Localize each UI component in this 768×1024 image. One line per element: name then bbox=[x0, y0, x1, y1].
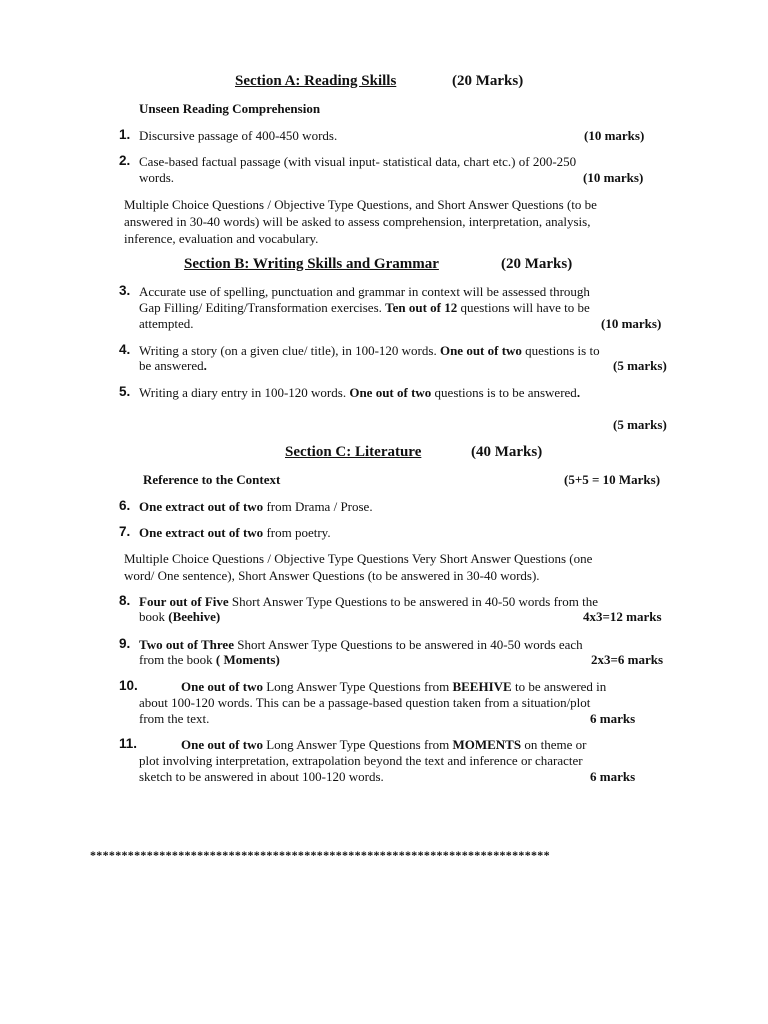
item-text: Accurate use of spelling, punctuation and grammar in context will be assessed through bbox=[139, 284, 590, 299]
section-c-note bbox=[124, 550, 592, 584]
item-text bbox=[139, 609, 220, 625]
section-b-title: Section B: Writing Skills and Grammar bbox=[184, 256, 439, 272]
item-text bbox=[139, 499, 373, 515]
emphasis: ( Moments) bbox=[215, 652, 280, 667]
text-run: Writing a story (on a given clue/ title), in 100-120 words. bbox=[139, 343, 440, 358]
item-text: Discursive passage of 400-450 words. bbox=[139, 128, 338, 143]
item-text bbox=[139, 594, 598, 610]
note-line: Multiple Choice Questions / Objective Type Questions, and Short Answer Questions (to be bbox=[124, 197, 597, 212]
item-number: 2. bbox=[119, 153, 131, 168]
item-text bbox=[139, 652, 280, 668]
item-marks: 6 marks bbox=[590, 711, 636, 726]
item-marks: (5 marks) bbox=[613, 417, 667, 432]
item-number: 4. bbox=[119, 342, 131, 357]
item-marks: 4x3=12 marks bbox=[583, 609, 662, 624]
item-number: 9. bbox=[119, 636, 131, 651]
item-number: 10. bbox=[119, 678, 138, 693]
emphasis: (Beehive) bbox=[168, 609, 221, 624]
item-number: 1. bbox=[119, 127, 131, 142]
emphasis: One out of two bbox=[349, 385, 432, 400]
item-text bbox=[139, 358, 207, 374]
emphasis: Two out of Three bbox=[139, 637, 234, 652]
item-number: 6. bbox=[119, 498, 131, 513]
item-marks: (5 marks) bbox=[613, 358, 667, 373]
text-run: from Drama / Prose. bbox=[263, 499, 373, 514]
section-c-heading bbox=[285, 444, 421, 461]
emphasis: One out of two bbox=[181, 737, 263, 752]
emphasis: One out of two bbox=[439, 343, 522, 358]
item-text bbox=[139, 343, 600, 359]
text-run: be answered bbox=[139, 358, 204, 373]
text-run: Long Answer Type Questions from bbox=[262, 679, 453, 694]
item-marks: 6 marks bbox=[590, 769, 636, 784]
item-text: sketch to be answered in about 100-120 words. bbox=[139, 769, 384, 784]
item-number: 11. bbox=[119, 736, 138, 751]
text-run: questions will have to be bbox=[457, 300, 590, 315]
text-run: on theme or bbox=[521, 737, 587, 752]
section-c-marks: (40 Marks) bbox=[471, 444, 543, 460]
emphasis: MOMENTS bbox=[452, 737, 522, 752]
item-marks: (10 marks) bbox=[583, 170, 644, 185]
section-a-heading bbox=[235, 73, 396, 90]
text-run: Long Answer Type Questions from bbox=[262, 737, 453, 752]
item-number: 8. bbox=[119, 593, 131, 608]
text-run: to be answered in bbox=[511, 679, 607, 694]
item-text bbox=[139, 300, 590, 316]
item-number: 7. bbox=[119, 524, 131, 539]
note-line: inference, evaluation and vocabulary. bbox=[124, 231, 319, 246]
item-text: words. bbox=[139, 170, 175, 185]
emphasis: . bbox=[576, 385, 581, 400]
item-text: about 100-120 words. This can be a passage-based question taken from a situation/plot bbox=[139, 695, 591, 710]
text-run: book bbox=[139, 609, 169, 624]
item-text: attempted. bbox=[139, 316, 194, 331]
text-run: Writing a diary entry in 100-120 words. bbox=[139, 385, 350, 400]
section-b-marks: (20 Marks) bbox=[501, 256, 573, 272]
emphasis: One extract out of two bbox=[139, 525, 264, 540]
item-text bbox=[181, 737, 586, 753]
emphasis: Four out of Five bbox=[139, 594, 229, 609]
text-run: questions is to be answered bbox=[431, 385, 577, 400]
text-run: questions is to bbox=[521, 343, 600, 358]
section-a-subheading: Unseen Reading Comprehension bbox=[139, 101, 321, 116]
item-number: 3. bbox=[119, 283, 131, 298]
item-number: 5. bbox=[119, 384, 131, 399]
item-text: from the text. bbox=[139, 711, 210, 726]
item-text bbox=[139, 385, 580, 401]
text-run: Short Answer Type Questions to be answered in 40-50 words each bbox=[233, 637, 583, 652]
item-text: Case-based factual passage (with visual input- statistical data, chart etc.) of 200-250 bbox=[139, 154, 577, 169]
item-marks: (10 marks) bbox=[584, 128, 645, 143]
footer-divider: ************************************************************************* bbox=[90, 848, 550, 862]
section-a-title: Section A: Reading Skills bbox=[235, 73, 397, 89]
note-line: Multiple Choice Questions / Objective Type Questions Very Short Answer Questions (one bbox=[124, 551, 593, 566]
section-a-note bbox=[124, 196, 597, 247]
item-text bbox=[139, 637, 583, 653]
section-b-heading bbox=[184, 256, 439, 273]
note-line: answered in 30-40 words) will be asked to assess comprehension, interpretation, analysis, bbox=[124, 214, 591, 229]
note-line: word/ One sentence), Short Answer Questions (to be answered in 30-40 words). bbox=[124, 568, 540, 583]
emphasis: . bbox=[203, 358, 207, 373]
item-marks: 2x3=6 marks bbox=[591, 652, 664, 667]
emphasis: One out of two bbox=[181, 679, 263, 694]
item-text bbox=[139, 525, 331, 541]
section-a-marks: (20 Marks) bbox=[452, 73, 524, 89]
emphasis: BEEHIVE bbox=[452, 679, 512, 694]
text-run: from poetry. bbox=[263, 525, 331, 540]
emphasis: Ten out of 12 bbox=[385, 300, 458, 315]
text-run: from the book bbox=[139, 652, 216, 667]
section-c-subheading: Reference to the Context bbox=[143, 472, 281, 487]
text-run: Gap Filling/ Editing/Transformation exercises. bbox=[139, 300, 386, 315]
item-marks: (10 marks) bbox=[601, 316, 662, 331]
item-text: plot involving interpretation, extrapolation beyond the text and inference or character bbox=[139, 753, 583, 768]
emphasis: One extract out of two bbox=[139, 499, 264, 514]
item-text bbox=[181, 679, 606, 695]
text-run: Short Answer Type Questions to be answered in 40-50 words from the bbox=[228, 594, 598, 609]
section-c-sub-marks: (5+5 = 10 Marks) bbox=[564, 472, 661, 487]
section-c-title: Section C: Literature bbox=[285, 444, 422, 460]
